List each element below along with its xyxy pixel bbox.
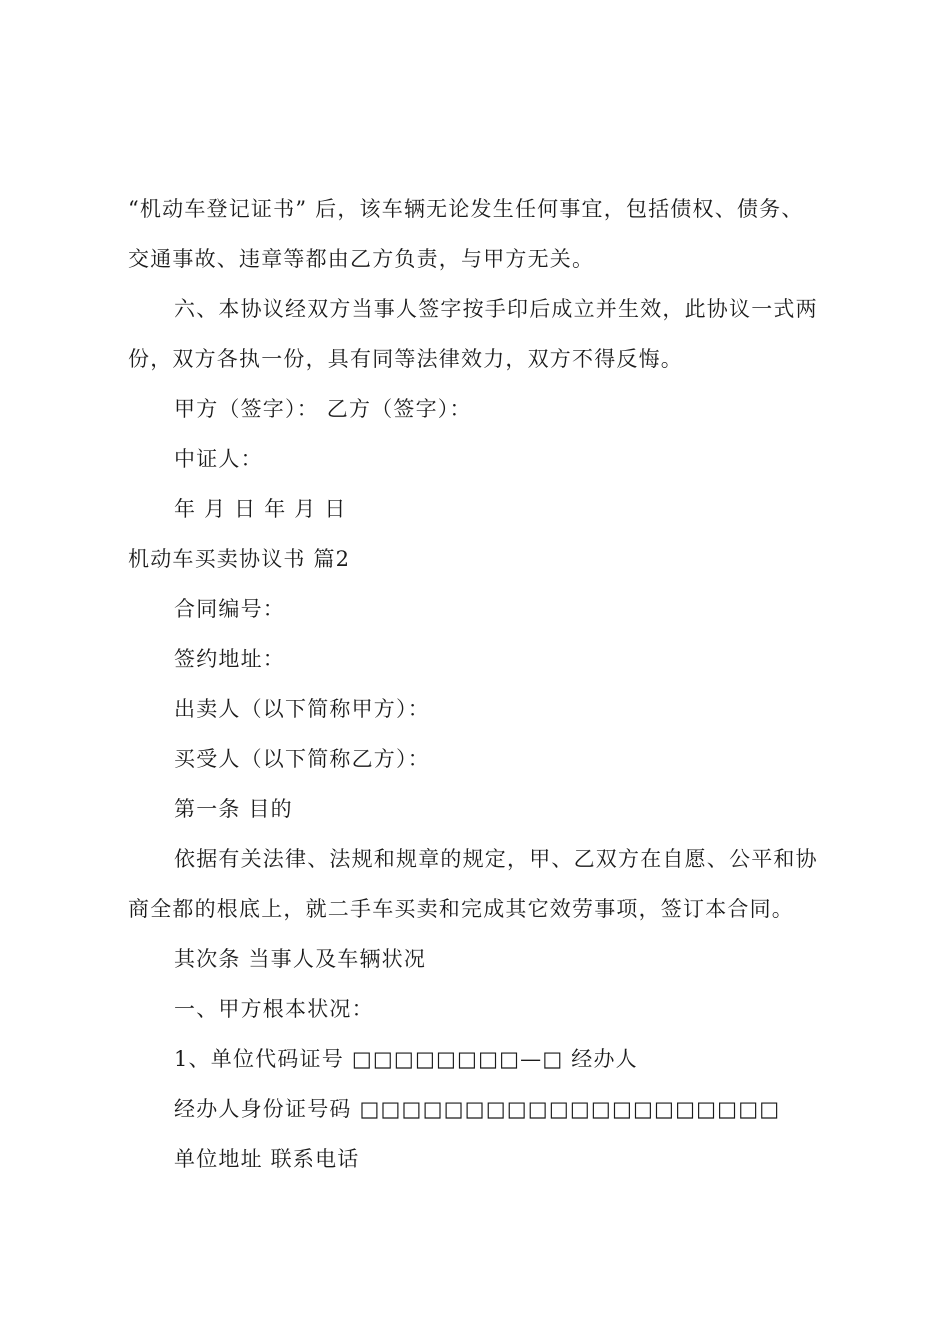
witness-line: 中证人： [174,447,263,471]
section-heading: 机动车买卖协议书 篇2 [128,547,351,571]
address-phone-line: 单位地址 联系电话 [174,1147,360,1171]
text-line: “机动车登记证书” 后，该车辆无论发生任何事宜，包括债权、债务、 [128,197,804,221]
text-line: 六、本协议经双方当事人签字按手印后成立并生效，此协议一式两 [174,297,818,321]
text-line: 交通事故、违章等都由乙方负责，与甲方无关。 [128,247,595,271]
date-line: 年 月 日 年 月 日 [174,497,347,521]
id-number-line: 经办人身份证号码 □□□□□□□□□□□□□□□□□□□□ [174,1097,781,1121]
text-line: 商全都的根底上，就二手车买卖和完成其它效劳事项，签订本合同。 [128,897,794,921]
text-line: 依据有关法律、法规和规章的规定，甲、乙双方在自愿、公平和协 [174,847,818,871]
document-body [128,184,838,1184]
contract-number-line: 合同编号： [174,597,285,621]
article-heading: 其次条 当事人及车辆状况 [174,947,427,971]
text-line: 一、甲方根本状况： [174,997,374,1021]
text-line: 份，双方各执一份，具有同等法律效力，双方不得反悔。 [128,347,683,371]
signature-line: 甲方（签字）： 乙方（签字）： [174,397,472,421]
article-heading: 第一条 目的 [174,797,293,821]
seller-line: 出卖人（以下简称甲方）： [174,697,430,721]
signing-address-line: 签约地址： [174,647,285,671]
buyer-line: 买受人（以下简称乙方）： [174,747,430,771]
unit-code-line: 1、单位代码证号 □□□□□□□□—□ 经办人 [174,1047,638,1071]
